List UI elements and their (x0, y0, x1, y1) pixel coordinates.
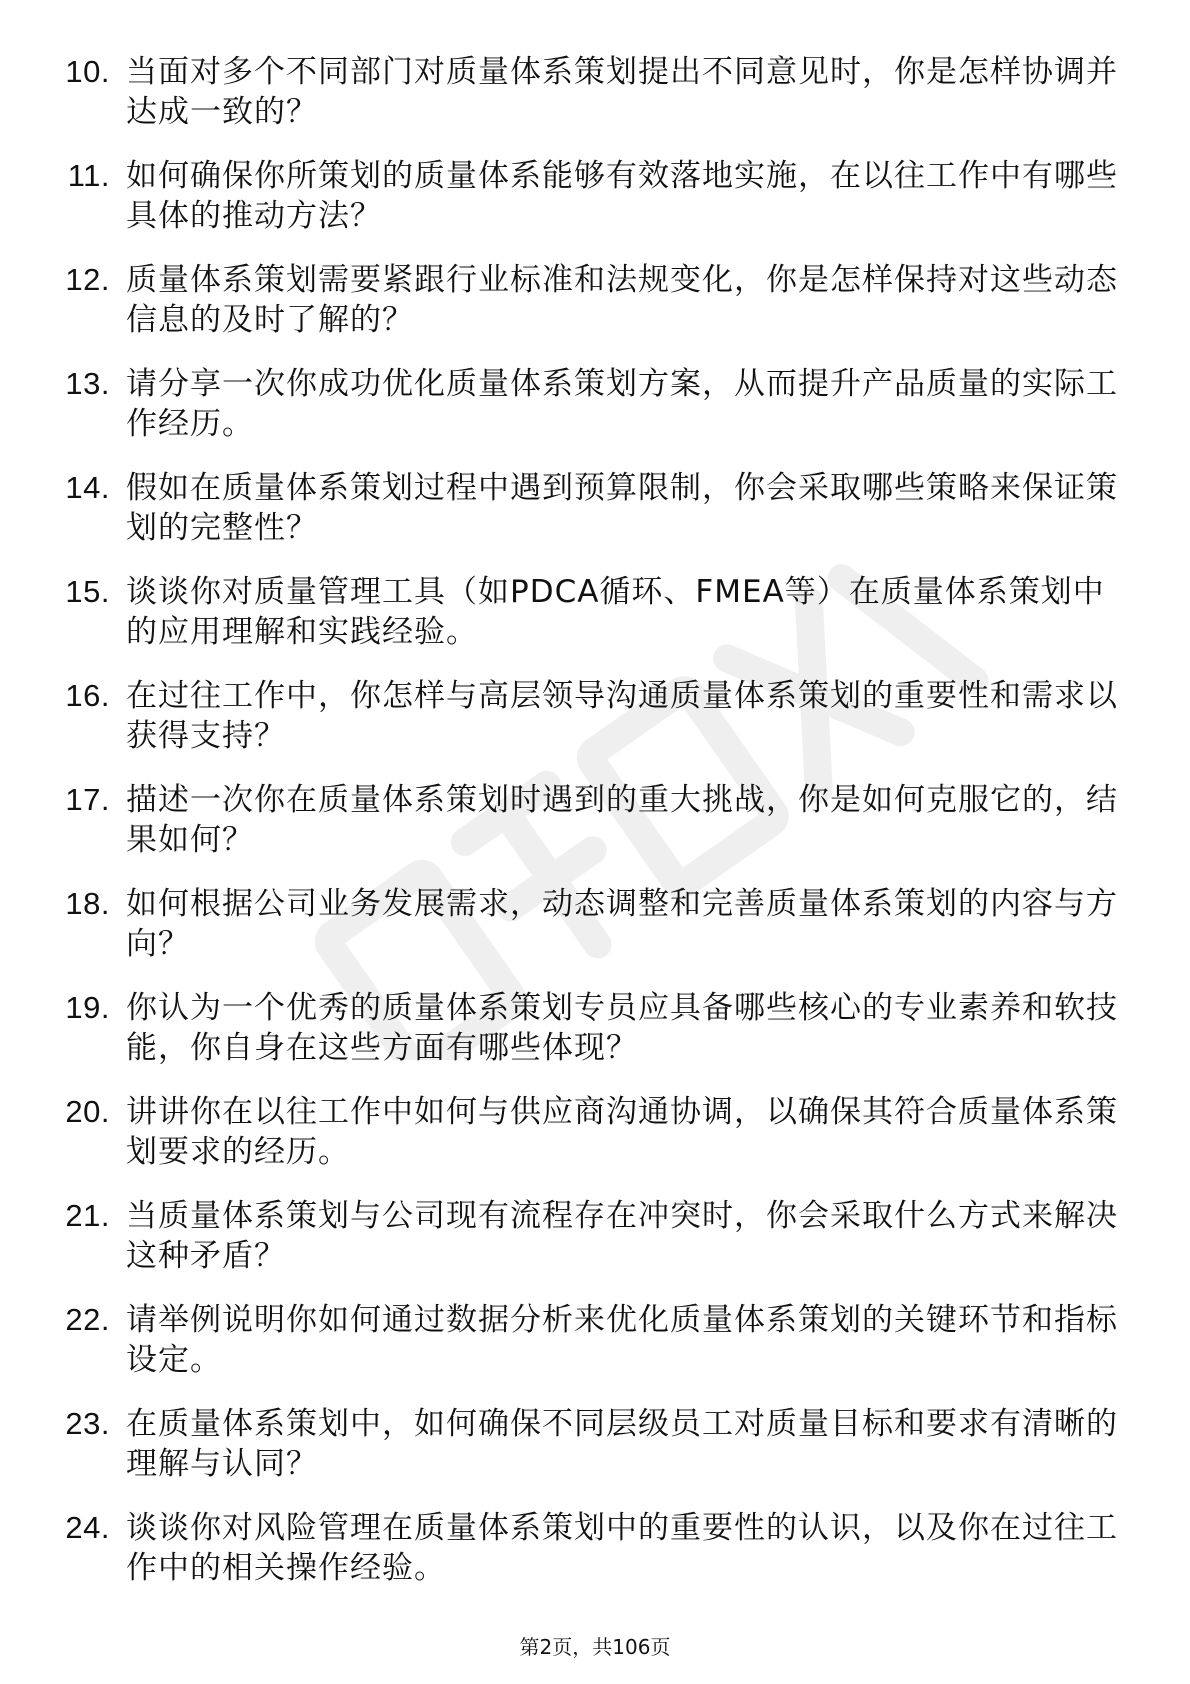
question-number: 22. (65, 1302, 110, 1337)
question-number: 14. (65, 470, 110, 505)
question-text: 在质量体系策划中，如何确保不同层级员工对质量目标和要求有清晰的理解与认同？ (126, 1406, 1118, 1482)
question-list (52, 52, 1132, 1612)
question-text: 如何确保你所策划的质量体系能够有效落地实施，在以往工作中有哪些具体的推动方法？ (126, 158, 1118, 234)
question-item (52, 260, 1132, 364)
question-item (52, 572, 1132, 676)
question-number: 23. (65, 1406, 110, 1441)
question-number: 20. (65, 1094, 110, 1129)
page-number-label: 第2页，共106页 (519, 1635, 671, 1659)
question-text: 如何根据公司业务发展需求，动态调整和完善质量体系策划的内容与方向？ (126, 886, 1118, 962)
question-text: 谈谈你对质量管理工具（如PDCA循环、FMEA等）在质量体系策划中的应用理解和实践经验。 (126, 574, 1105, 650)
question-item (52, 1300, 1132, 1404)
question-item (52, 364, 1132, 468)
question-number: 11. (67, 158, 110, 193)
question-number: 19. (65, 990, 110, 1025)
question-text: 讲讲你在以往工作中如何与供应商沟通协调，以确保其符合质量体系策划要求的经历。 (126, 1094, 1118, 1170)
question-item (52, 780, 1132, 884)
question-item (52, 988, 1132, 1092)
question-text: 你认为一个优秀的质量体系策划专员应具备哪些核心的专业素养和软技能，你自身在这些方面有哪些体现？ (126, 990, 1118, 1066)
question-item (52, 156, 1132, 260)
question-text: 当质量体系策划与公司现有流程存在冲突时，你会采取什么方式来解决这种矛盾？ (126, 1198, 1118, 1274)
question-number: 12. (65, 262, 110, 297)
question-text: 谈谈你对风险管理在质量体系策划中的重要性的认识，以及你在过往工作中的相关操作经验。 (126, 1510, 1118, 1586)
question-item (52, 1092, 1132, 1196)
question-number: 10. (65, 54, 110, 89)
question-text: 当面对多个不同部门对质量体系策划提出不同意见时，你是怎样协调并达成一致的？ (126, 54, 1118, 130)
page-footer (0, 1635, 1190, 1659)
question-number: 16. (65, 678, 110, 713)
question-number: 21. (65, 1198, 110, 1233)
question-item (52, 676, 1132, 780)
question-text: 质量体系策划需要紧跟行业标准和法规变化，你是怎样保持对这些动态信息的及时了解的？ (126, 262, 1118, 338)
question-item (52, 1508, 1132, 1612)
question-item (52, 52, 1132, 156)
question-text: 假如在质量体系策划过程中遇到预算限制，你会采取哪些策略来保证策划的完整性？ (126, 470, 1118, 546)
question-number: 15. (65, 574, 110, 609)
question-item (52, 1196, 1132, 1300)
question-item (52, 884, 1132, 988)
question-text: 描述一次你在质量体系策划时遇到的重大挑战，你是如何克服它的，结果如何？ (126, 782, 1118, 858)
question-number: 13. (65, 366, 110, 401)
question-text: 请举例说明你如何通过数据分析来优化质量体系策划的关键环节和指标设定。 (126, 1302, 1118, 1378)
question-text: 在过往工作中，你怎样与高层领导沟通质量体系策划的重要性和需求以获得支持？ (126, 678, 1118, 754)
question-item (52, 468, 1132, 572)
question-item (52, 1404, 1132, 1508)
question-number: 17. (65, 782, 110, 817)
question-number: 24. (65, 1510, 110, 1545)
question-number: 18. (65, 886, 110, 921)
question-text: 请分享一次你成功优化质量体系策划方案，从而提升产品质量的实际工作经历。 (126, 366, 1118, 442)
